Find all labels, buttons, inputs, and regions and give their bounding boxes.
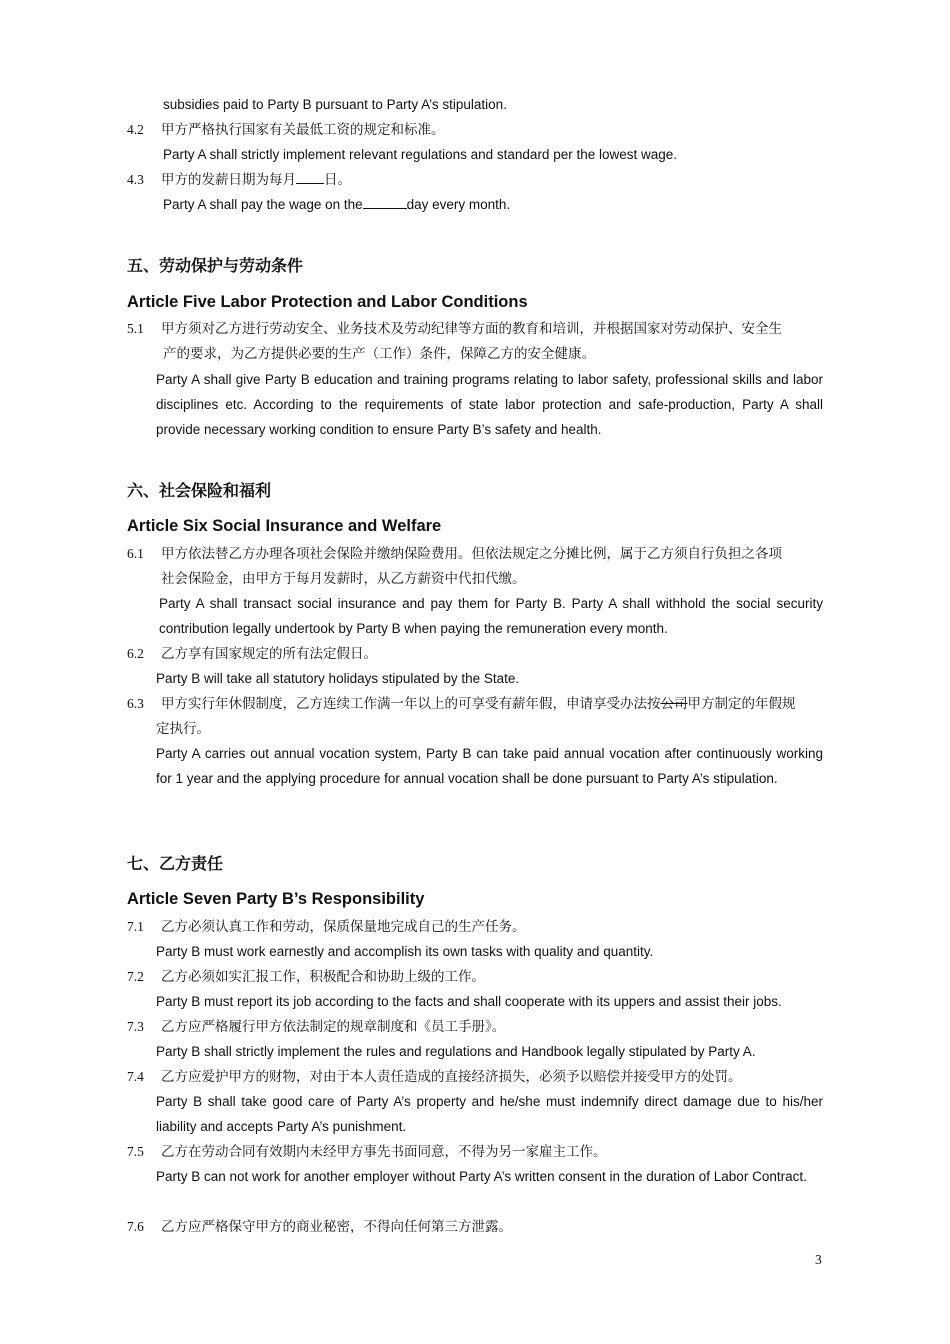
clause-text: 甲方实行年休假制度，乙方连续工作满一年以上的可享受有薪年假，申请享受办法按	[161, 696, 661, 712]
section-5-heading-en: Article Five Labor Protection and Labor Conditions	[127, 293, 528, 311]
clause-text: 甲方严格执行国家有关最低工资的规定和标准。	[161, 122, 445, 138]
clause-number: 6.1	[127, 546, 144, 561]
clause-7-2-en: Party B must report its job according to the facts and shall cooperate with its uppers and assist their jobs.	[156, 994, 782, 1009]
clause-4-3-en	[163, 196, 510, 214]
clause-5-1-cn-continuation: 产的要求，为乙方提供必要的生产（工作）条件，保障乙方的安全健康。	[163, 346, 595, 362]
clause-6-1-en: Party A shall transact social insurance and pay them for Party B. Party A shall withhold the social security contribution legally undertook by Party B when paying the remuneration every month.	[159, 596, 823, 636]
clause-text: day every month.	[406, 197, 511, 212]
page-number: 3	[815, 1252, 822, 1267]
fill-in-blank[interactable]	[296, 171, 324, 184]
clause-6-1-cn-continuation: 社会保险金，由甲方于每月发薪时，从乙方薪资中代扣代缴。	[161, 571, 526, 587]
clause-text: Party A shall pay the wage on the	[163, 197, 363, 212]
clause-number: 4.3	[127, 172, 144, 187]
clause-4-2-cn	[127, 121, 445, 139]
clause-text: 乙方必须如实汇报工作，积极配合和协助上级的工作。	[161, 969, 485, 985]
section-6-heading-cn: 六、社会保险和福利	[127, 481, 272, 500]
clause-text: 日。	[324, 172, 351, 188]
clause-7-3-cn	[127, 1018, 505, 1036]
clause-7-5-en: Party B can not work for another employer without Party A’s written consent in the duration of Labor Contract.	[156, 1169, 807, 1184]
clause-6-2-en: Party B will take all statutory holidays stipulated by the State.	[156, 671, 520, 686]
clause-7-6-cn	[127, 1218, 512, 1236]
clause-text: 甲方须对乙方进行劳动安全、业务技术及劳动纪律等方面的教育和培训，并根据国家对劳动保护、安全生	[161, 321, 782, 337]
fill-in-blank[interactable]	[363, 196, 407, 209]
clause-4-2-en: Party A shall strictly implement relevant regulations and standard per the lowest wage.	[163, 147, 678, 162]
clause-4-1-en-continuation: subsidies paid to Party B pursuant to Party A’s stipulation.	[163, 97, 507, 112]
clause-text: 乙方在劳动合同有效期内未经甲方事先书面同意，不得为另一家雇主工作。	[161, 1144, 607, 1160]
clause-7-1-en: Party B must work earnestly and accomplish its own tasks with quality and quantity.	[156, 944, 654, 959]
clause-7-1-cn	[127, 918, 526, 936]
clause-number: 7.3	[127, 1019, 144, 1034]
clause-5-1-en: Party A shall give Party B education and training programs relating to labor safety, professional skills and labor disciplines etc. According to the requirements of state labor protection and safe-production, Party A shall provide necessary working condition to ensure Party B’s safety and health.	[156, 372, 823, 437]
clause-number: 7.1	[127, 919, 144, 934]
clause-7-4-en: Party B shall take good care of Party A’s property and he/she must indemnify direct damage due to his/her liability and accepts Party A’s punishment.	[156, 1094, 823, 1134]
section-6-heading-en: Article Six Social Insurance and Welfare	[127, 517, 442, 535]
clause-7-4-cn	[127, 1068, 742, 1086]
clause-4-3-cn	[127, 171, 351, 189]
clause-number: 7.5	[127, 1144, 144, 1159]
clause-7-2-cn	[127, 968, 485, 986]
clause-number: 7.6	[127, 1219, 144, 1234]
clause-5-1-cn	[127, 320, 782, 338]
clause-text: 乙方享有国家规定的所有法定假日。	[161, 646, 377, 662]
clause-text: 甲方的发薪日期为每月	[161, 172, 296, 188]
clause-6-1-cn	[127, 545, 782, 563]
clause-text: 乙方应严格保守甲方的商业秘密，不得向任何第三方泄露。	[161, 1219, 512, 1235]
clause-7-3-en: Party B shall strictly implement the rules and regulations and Handbook legally stipulated by Party A.	[156, 1044, 756, 1059]
clause-text: 乙方必须认真工作和劳动，保质保量地完成自己的生产任务。	[161, 919, 526, 935]
section-7-heading-cn: 七、乙方责任	[127, 854, 224, 873]
clause-6-3-cn	[127, 695, 796, 713]
clause-number: 6.2	[127, 646, 144, 661]
clause-6-2-cn	[127, 645, 377, 663]
clause-number: 7.4	[127, 1069, 144, 1084]
clause-text: 乙方应严格履行甲方依法制定的规章制度和《员工手册》。	[161, 1019, 506, 1035]
clause-text: 乙方应爱护甲方的财物，对由于本人责任造成的直接经济损失，必须予以赔偿并接受甲方的处罚。	[161, 1069, 742, 1085]
clause-text: 甲方依法替乙方办理各项社会保险并缴纳保险费用。但依法规定之分摊比例，属于乙方须自行负担之各项	[161, 546, 782, 562]
clause-7-5-cn	[127, 1143, 607, 1161]
clause-number: 5.1	[127, 321, 144, 336]
clause-number: 4.2	[127, 122, 144, 137]
struck-text: 公司	[660, 696, 688, 712]
clause-text: 甲方制定的年假规	[687, 696, 796, 712]
clause-number: 6.3	[127, 696, 144, 711]
section-5-heading-cn: 五、劳动保护与劳动条件	[127, 256, 304, 275]
clause-6-3-en: Party A carries out annual vocation system, Party B can take paid annual vocation after continuously working for 1 year and the applying procedure for annual vocation shall be done pursuant to Party A’s stipulation.	[156, 746, 823, 786]
clause-number: 7.2	[127, 969, 144, 984]
clause-6-3-cn-continuation: 定执行。	[156, 721, 210, 737]
section-7-heading-en: Article Seven Party B’s Responsibility	[127, 890, 425, 908]
